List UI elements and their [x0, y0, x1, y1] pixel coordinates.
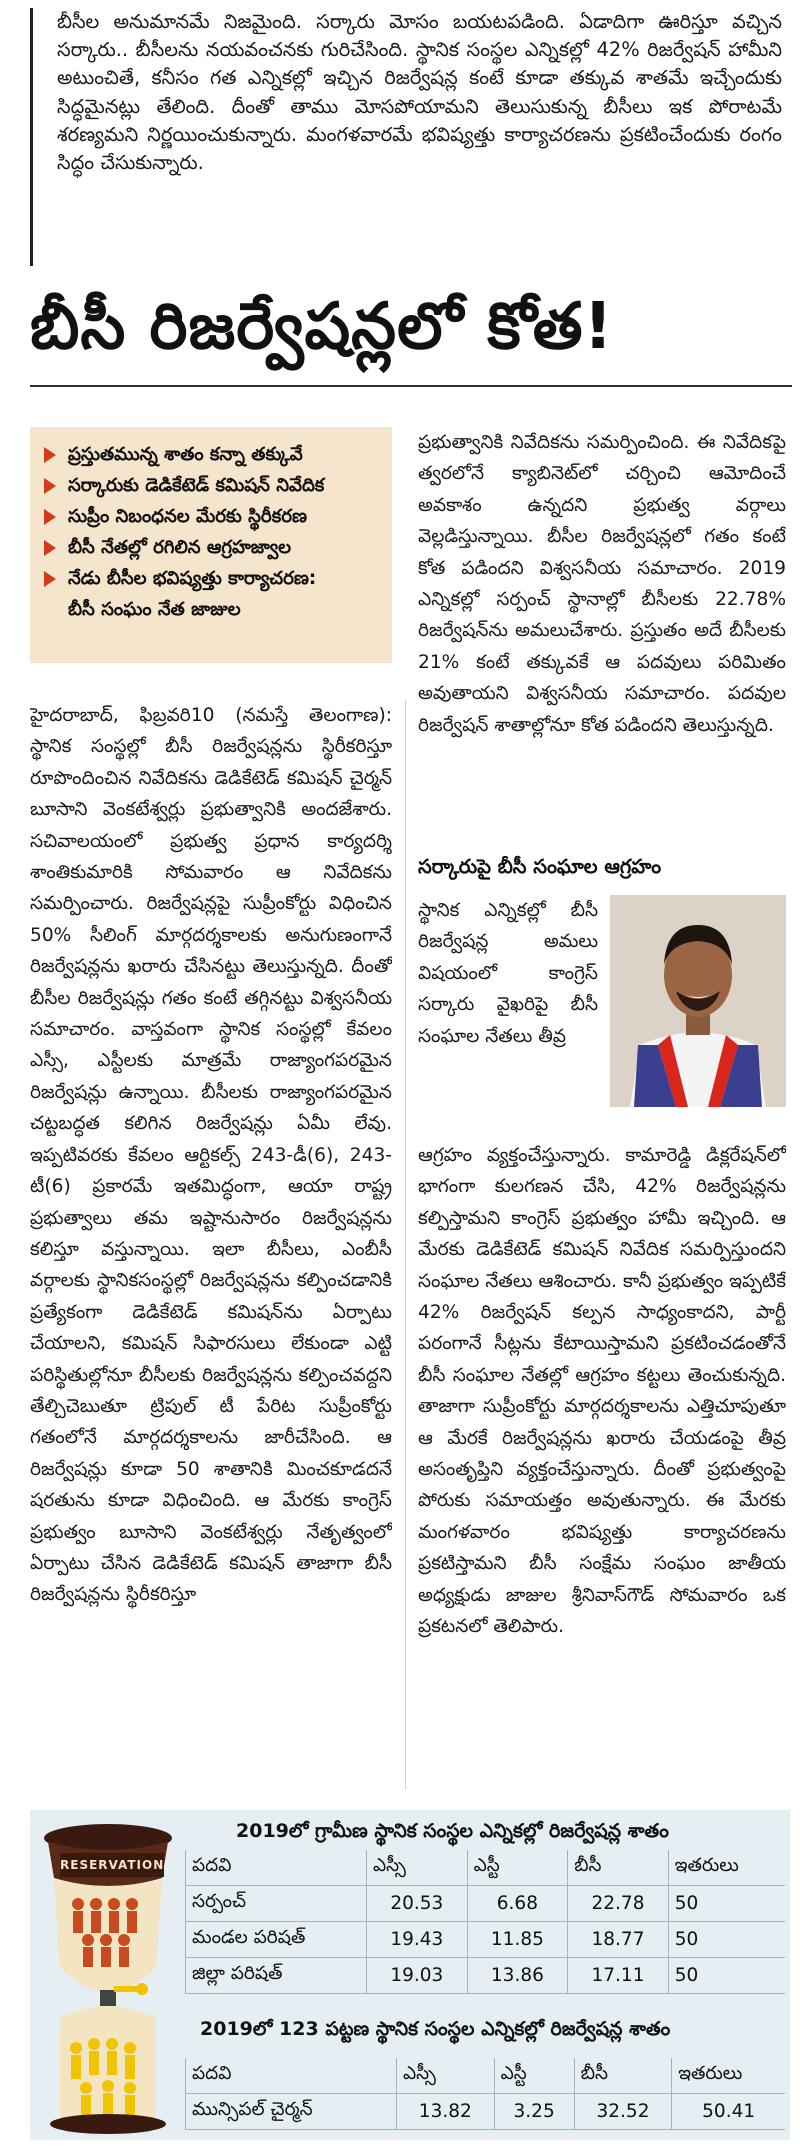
table-row	[186, 1922, 786, 1958]
table-row	[186, 2094, 786, 2130]
table-cell: 13.86	[467, 1958, 568, 1994]
bullet-arrow-icon	[44, 571, 56, 587]
table-cell: 20.53	[367, 1886, 468, 1922]
person-portrait-icon	[610, 895, 786, 1107]
highlights-box	[30, 427, 392, 663]
header-cell: ఇతరులు	[668, 1850, 785, 1886]
highlight-item: సర్కారుకు డెడికేటెడ్ కమిషన్ నివేదిక	[42, 470, 382, 501]
reservation-table-box	[30, 1810, 790, 2140]
table-row	[186, 1886, 786, 1922]
rural-reservation-table	[185, 1850, 785, 1994]
table-header-row	[186, 2058, 786, 2094]
header-cell: ఎస్టీ	[467, 1850, 568, 1886]
article-column-right-wrap	[418, 895, 598, 1135]
bullet-arrow-icon	[44, 509, 56, 525]
row-label: జిల్లా పరిషత్	[186, 1958, 367, 1994]
table-cell: 50.41	[672, 2094, 785, 2130]
person-photo	[610, 895, 786, 1107]
table-cell: 19.43	[367, 1922, 468, 1958]
header-cell: ఎస్టీ	[494, 2058, 574, 2094]
header-cell: బీసీ	[568, 1850, 669, 1886]
table-row	[186, 1958, 786, 1994]
header-cell: బీసీ	[574, 2058, 672, 2094]
highlight-item: నేడు బీసీల భవిష్యత్తు కార్యాచరణ: బీసీ సంఘం నేత జాజుల	[42, 563, 382, 625]
highlight-item: సుప్రీం నిబంధనల మేరకు స్థిరీకరణ	[42, 501, 382, 532]
bullet-arrow-icon	[44, 540, 56, 556]
header-cell: ఇతరులు	[672, 2058, 785, 2094]
subheading: సర్కారుపై బీసీ సంఘాల ఆగ్రహం	[418, 855, 662, 878]
table-cell: 18.77	[568, 1922, 669, 1958]
lead-text: బీసీల అనుమానమే నిజమైంది. సర్కారు మోసం బయటపడింది. ఏడాదిగా ఊరిస్తూ వచ్చిన సర్కారు.. బీసీలను నయవంచనకు గురిచేసింది. స్థానిక సంస్థల ఎన్నికల్లో 42% రిజర్వేషన్ హామీని అటుంచితే, కనీసం గత ఎన్నికల్లో ఇచ్చిన రిజర్వేషన్ల కంటే కూడా తక్కువ శాతమే ఇచ్చేందుకు సిద్ధమైనట్లు తేలింది. దీంతో తాము మోసపోయామని తెలుసుకున్న బీసీలు ఇక పోరాటమే శరణ్యమని నిర్ణయించుకున్నారు. మంగళవారమే భవిష్యత్తు కార్యాచరణను ప్రకటించేందుకు రంగం సిద్ధం చేసుకున్నారు.	[57, 10, 782, 175]
article-column-right-top	[418, 427, 786, 839]
row-label: మున్సిపల్ చైర్మన్	[186, 2094, 397, 2130]
bullet-arrow-icon	[44, 447, 56, 463]
table-cell: 32.52	[574, 2094, 672, 2130]
table-cell: 3.25	[494, 2094, 574, 2130]
header-cell: ఎస్సీ	[397, 2058, 495, 2094]
table-cell: 11.85	[467, 1922, 568, 1958]
table-cell: 22.78	[568, 1886, 669, 1922]
lead-paragraph	[30, 8, 782, 266]
row-label: మండల పరిషత్	[186, 1922, 367, 1958]
table-cell: 50	[668, 1922, 785, 1958]
column-divider	[405, 700, 406, 1790]
urban-reservation-table	[185, 2058, 785, 2130]
table-header-row	[186, 1850, 786, 1886]
article-text-right-top: ప్రభుత్వానికి నివేదికను సమర్పించింది. ఈ నివేదికపై త్వరలోనే క్యాబినెట్‌లో చర్చించి ఆమోదించే అవకాశం ఉన్నదని ప్రభుత్వ వర్గాలు వెల్లడిస్తున్నాయి. బీసీల రిజర్వేషన్లలో గతం కంటే కోత పడిందని విశ్వసనీయ సమాచారం. 2019 ఎన్నికల్లో సర్పంచ్ స్థానాల్లో బీసీలకు 22.78% రిజర్వేషన్‌ను అమలుచేశారు. ప్రస్తుతం అదే బీసీలకు 21% కంటే తక్కువకే ఆ పదవులు పరిమితం అవుతాయని విశ్వసనీయ సమాచారం. పదవుల రిజర్వేషన్ శాతాల్లోనూ కోత పడిందని తెలుస్తున్నది.	[418, 432, 786, 736]
table2-title: 2019లో 123 పట్టణ స్థానిక సంస్థల ఎన్నికల్లో రిజర్వేషన్ల శాతం	[200, 2018, 671, 2040]
table-cell: 17.11	[568, 1958, 669, 1994]
table1-title: 2019లో గ్రామీణ స్థానిక సంస్థల ఎన్నికల్లో రిజర్వేషన్ల శాతం	[236, 1820, 669, 1842]
row-label: సర్పంచ్	[186, 1886, 367, 1922]
table-cell: 13.82	[397, 2094, 495, 2130]
headline: బీసీ రిజర్వేషన్లలో కోత!	[30, 290, 614, 364]
article-text-left: హైదరాబాద్, ఫిబ్రవరి10 (నమస్తే తెలంగాణ): స్థానిక సంస్థల్లో బీసీ రిజర్వేషన్లను స్థిరీకరిస్తూ రూపొందించిన నివేదికను డెడికేటెడ్ కమిషన్ చైర్మన్ బూసాని వెంకటేశ్వర్లు ప్రభుత్వానికి అందజేశారు. సచివాలయంలో ప్రభుత్వ ప్రధాన కార్యదర్శి శాంతికుమారికి సోమవారం ఆ నివేదికను సమర్పించారు. రిజర్వేషన్లపై సుప్రీంకోర్టు విధించిన 50% సీలింగ్ మార్గదర్శకాలకు అనుగుణంగానే రిజర్వేషన్లను ఖరారు చేసినట్టు తెలుస్తున్నది. దీంతో బీసీల రిజర్వేషన్లు గతం కంటే తగ్గినట్టు విశ్వసనీయ సమాచారం. వాస్తవంగా స్థానిక సంస్థల్లో కేవలం ఎస్సీ, ఎస్టీలకు మాత్రమే రాజ్యాంగపరమైన రిజర్వేషన్లు ఉన్నాయి. బీసీలకు రాజ్యాంగపరమైన చట్టబద్ధత కలిగిన రిజర్వేషన్లు ఏమీ లేవు. ఇప్పటివరకు కేవలం ఆర్టికల్స్ 243-డీ(6), 243-టీ(6) ప్రకారమే ఇతమిద్ధంగా, ఆయా రాష్ట్ర ప్రభుత్వాలు తమ ఇష్టానుసారం రిజర్వేషన్లను కలిస్తూ వస్తున్నాయి. ఇలా బీసీలు, ఎంబీసీ వర్గాలకు స్థానికసంస్థల్లో రిజర్వేషన్లను కల్పించడానికి ప్రత్యేకంగా డెడికేటెడ్ కమిషన్‌ను ఏర్పాటు చేయాలని, కమిషన్ సిఫారసులు లేకుండా ఎట్టి పరిస్థితుల్లోనూ బీసీలకు రిజర్వేషన్లను కల్పించవద్దని తేల్చిచెబుతూ ట్రిపుల్ టీ పేరిట సుప్రీంకోర్టు గతంలోనే మార్గదర్శకాలను జారీచేసింది. ఆ రిజర్వేషన్లు కూడా 50 శాతానికి మించకూడదనే షరతును కూడా విధించింది. ఆ మేరకు కాంగ్రెస్ ప్రభుత్వం బూసాని వెంకటేశ్వర్లు నేతృత్వంలో ఏర్పాటు చేసిన డెడికేటెడ్ కమిషన్ తాజాగా బీసీ రిజర్వేషన్లను స్థిరీకరిస్తూ	[30, 705, 392, 1606]
highlight-continuation: బీసీ సంఘం నేత జాజుల	[68, 599, 241, 620]
headline-rule	[30, 385, 792, 387]
article-column-right-lower	[418, 1140, 786, 1790]
table-cell: 19.03	[367, 1958, 468, 1994]
highlight-item: బీసీ నేతల్లో రగిలిన ఆగ్రహజ్వాల	[42, 532, 382, 563]
bullet-arrow-icon	[44, 478, 56, 494]
article-text-right-lower: ఆగ్రహం వ్యక్తంచేస్తున్నారు. కామారెడ్డి డిక్లరేషన్‌లో భాగంగా కులగణన చేసి, 42% రిజర్వేషన్లను కల్పిస్తామని కాంగ్రెస్ ప్రభుత్వం హామీ ఇచ్చింది. ఆ మేరకు డెడికేటెడ్ కమిషన్ నివేదిక సమర్పిస్తుందని సంఘాల నేతలు ఆశించారు. కానీ ప్రభుత్వం ఇప్పటికే 42% రిజర్వేషన్ కల్పన సాధ్యంకాదని, పార్టీ పరంగానే సీట్లను కేటాయిస్తామని ప్రకటించడంతోనే బీసీ సంఘాల నేతల్లో ఆగ్రహం కట్టలు తెంచుకున్నది. తాజాగా సుప్రీంకోర్టు మార్గదర్శకాలను ఎత్తిచూపుతూ ఆ మేరకే రిజర్వేషన్లను ఖరారు చేయడంపై తీవ్ర అసంతృప్తిని వ్యక్తంచేస్తున్నారు. దీంతో ప్రభుత్వంపై పోరుకు సమాయత్తం అవుతున్నారు. ఈ మేరకు మంగళవారం భవిష్యత్తు కార్యాచరణను ప్రకటిస్తామని బీసీ సంక్షేమ సంఘం జాతీయ అధ్యక్షుడు జాజుల శ్రీనివాస్‌గౌడ్ సోమవారం ఒక ప్రకటనలో తెలిపారు.	[418, 1145, 786, 1638]
table-cell: 50	[668, 1958, 785, 1994]
highlights-list	[42, 439, 382, 625]
header-cell: పదవి	[186, 2058, 397, 2094]
highlight-item: ప్రస్తుతమున్న శాతం కన్నా తక్కువే	[42, 439, 382, 470]
table-cell: 6.68	[467, 1886, 568, 1922]
article-column-left	[30, 700, 392, 1790]
table-cell: 50	[668, 1886, 785, 1922]
article-text-right-wrap: స్థానిక ఎన్నికల్లో బీసీ రిజర్వేషన్ల అమలు విషయంలో కాంగ్రెస్ సర్కారు వైఖరిపై బీసీ సంఘాల నేతలు తీవ్ర	[418, 900, 598, 1047]
header-cell: ఎస్సీ	[367, 1850, 468, 1886]
header-cell: పదవి	[186, 1850, 367, 1886]
graphic-label: RESERVATION	[60, 1853, 164, 1877]
